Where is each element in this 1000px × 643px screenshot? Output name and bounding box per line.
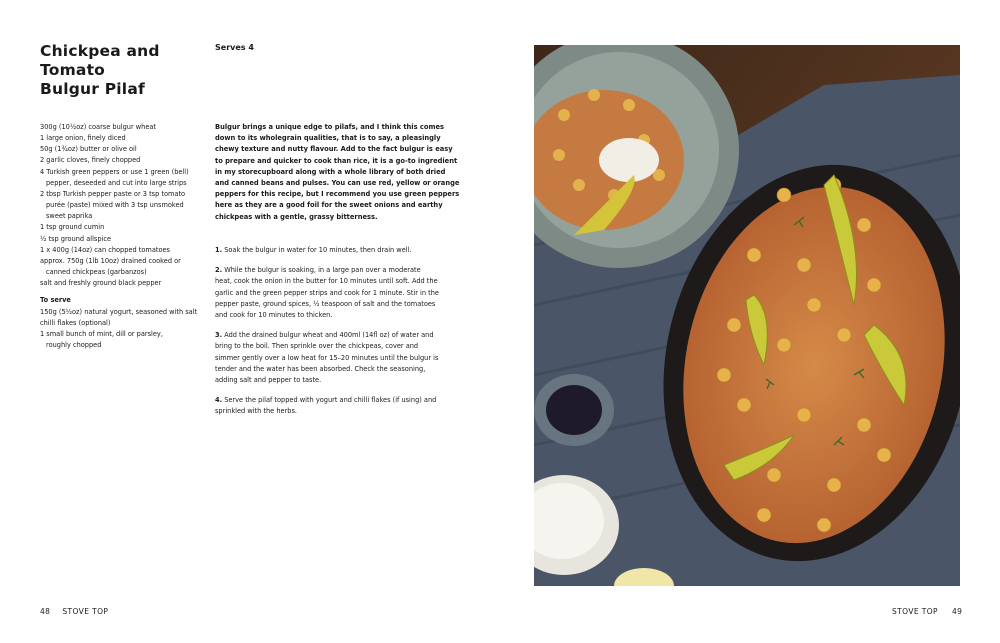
ingredient-line: canned chickpeas (garbanzos) (46, 268, 147, 277)
section-name: STOVE TOP (892, 607, 938, 616)
step-text: adding salt and pepper to taste. (215, 376, 322, 385)
intro-line: in my storecupboard along with a whole library of both dried (215, 167, 446, 176)
step-text: Add the drained bulgur wheat and 400ml (14fl oz) of water and (222, 331, 434, 340)
step-text: While the bulgur is soaking, in a large pan over a moderate (222, 266, 421, 275)
step-text: tender and the water has been absorbed. Check the seasoning, (215, 364, 426, 373)
to-serve-line: 150g (5½oz) natural yogurt, seasoned with salt (40, 307, 198, 316)
to-serve-line: roughly chopped (46, 340, 102, 349)
step-text: Soak the bulgur in water for 10 minutes, then drain well. (222, 246, 412, 254)
step-number: 4. (215, 396, 223, 405)
intro-paragraph (215, 122, 465, 223)
page-number: 49 (951, 607, 963, 616)
to-serve-line: chilli flakes (optional) (40, 318, 111, 327)
step-text: Serve the pilaf topped with yogurt and chilli flakes (if using) and (222, 396, 437, 405)
intro-line: here as they are a good foil for the sweet onions and earthy (215, 201, 443, 210)
ingredient-line: sweet paprika (46, 212, 93, 221)
ingredient-line: 1 large onion, finely diced (40, 134, 126, 143)
method-step (215, 330, 465, 386)
method-step (215, 395, 465, 417)
ingredient-line: pepper, deseeded and cut into large strips (46, 178, 187, 187)
step-number: 2. (215, 266, 223, 275)
ingredient-line: purée (paste) mixed with 3 tsp unsmoked (46, 201, 184, 210)
recipe-title (40, 42, 210, 99)
yogurt-dollop (599, 138, 659, 182)
intro-line: to prepare and quicker to cook than rice, it is a go-to ingredient (215, 156, 458, 165)
ingredient-line: 300g (10½oz) coarse bulgur wheat (40, 123, 157, 131)
section-name: STOVE TOP (62, 607, 109, 616)
step-text: bring to the boil. Then sprinkle over the chickpeas, cover and (215, 342, 419, 351)
step-text: simmer gently over a low heat for 15–20 minutes until the bulgur is (215, 353, 439, 362)
recipe-title-line: Bulgur Pilaf (40, 80, 145, 98)
food-photo-illustration (534, 45, 960, 586)
ingredient-line: 1 tsp ground cumin (40, 223, 105, 232)
step-text: heat, cook the onion in the butter for 10 minutes until soft. Add the (215, 277, 438, 286)
ingredient-line: 1 x 400g (14oz) can chopped tomatoes (40, 245, 170, 254)
step-text: and cook for 10 minutes to thicken. (215, 311, 333, 320)
intro-line: down to its wholegrain qualities, that is to say, a pleasingly (215, 134, 441, 143)
ingredient-line: 2 tbsp Turkish pepper paste or 3 tsp tomato (40, 189, 186, 198)
recipe-title-line: Chickpea and Tomato (40, 42, 160, 79)
step-number: 3. (215, 331, 223, 340)
intro-line: Bulgur brings a unique edge to pilafs, and I think this comes (215, 123, 444, 131)
ingredient-line: 50g (1¾oz) butter or olive oil (40, 145, 137, 154)
ingredient-line: ½ tsp ground allspice (40, 234, 112, 243)
ingredient-line: salt and freshly ground black pepper (40, 279, 162, 288)
intro-line: peppers for this recipe, but I recommend you use green peppers (215, 190, 460, 199)
ingredients-list (40, 122, 208, 351)
right-footer (892, 607, 962, 616)
step-text: garlic and the green pepper strips and cook for 1 minute. Stir in the (215, 288, 439, 297)
to-serve-line: 1 small bunch of mint, dill or parsley, (40, 329, 163, 338)
method-step (215, 245, 465, 256)
method-steps (215, 245, 465, 427)
intro-line: chickpeas with a gentle, grassy bitterness. (215, 212, 378, 221)
intro-line: and canned beans and pulses. You can use red, yellow or orange (215, 179, 460, 188)
ingredient-line: 4 Turkish green peppers or use 1 green (bell) (40, 167, 189, 176)
ingredient-line: 2 garlic cloves, finely chopped (40, 156, 141, 165)
method-step (215, 265, 465, 321)
serves-label: Serves 4 (215, 43, 254, 52)
intro-line: chewy texture and nutty flavour. Add to the fact bulgur is easy (215, 145, 453, 154)
step-number: 1. (215, 246, 223, 254)
food-photo (534, 45, 960, 586)
ingredient-line: approx. 750g (1lb 10oz) drained cooked or (40, 256, 181, 265)
left-footer (40, 607, 108, 616)
step-text: sprinkled with the herbs. (215, 407, 297, 416)
page-number: 48 (40, 607, 51, 616)
step-text: pepper paste, ground spices, ½ teaspoon of salt and the tomatoes (215, 299, 436, 308)
to-serve-heading: To serve (40, 296, 71, 305)
